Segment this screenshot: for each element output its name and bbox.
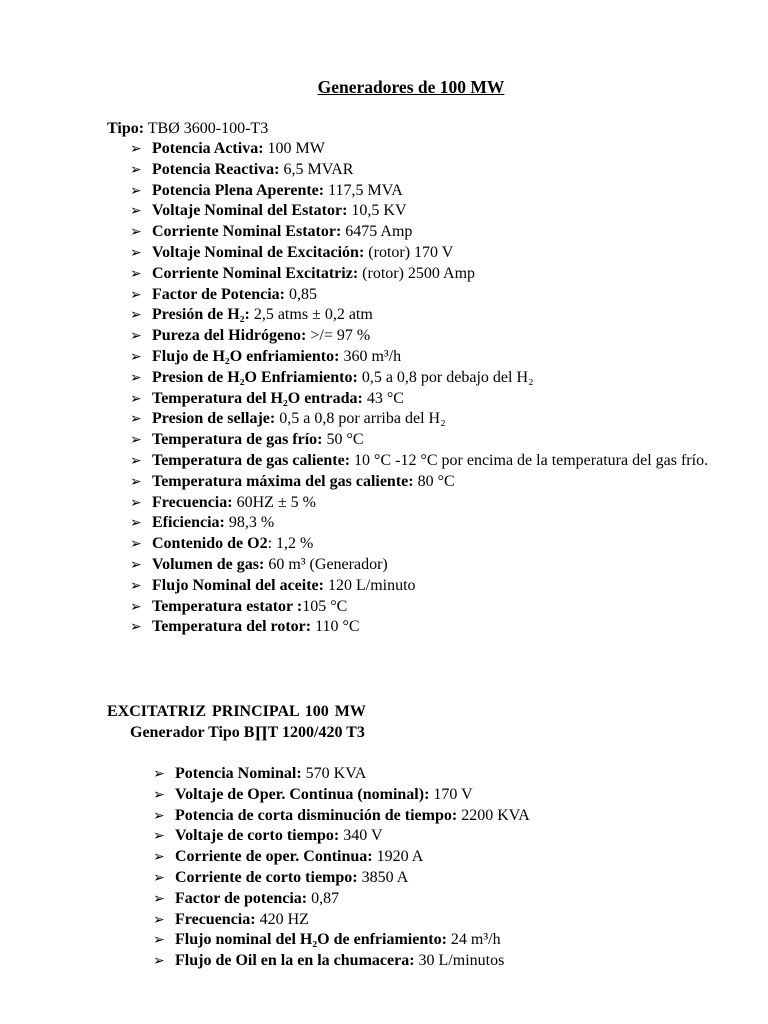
- arrow-bullet-icon: ➢: [153, 932, 165, 949]
- spec-label: Contenido de O2: [152, 535, 268, 553]
- arrow-bullet-icon: ➢: [153, 953, 165, 970]
- spec-item: [130, 243, 710, 264]
- spec-item: [130, 160, 710, 181]
- spec-item: [130, 451, 710, 472]
- spec-label: Corriente Nominal Excitatriz:: [152, 264, 359, 282]
- spec-value: 117,5 MVA: [324, 181, 403, 199]
- spec-label: Temperatura de gas caliente:: [152, 451, 351, 469]
- spec-label: Volumen de gas:: [152, 555, 265, 573]
- spec-label: Temperatura del rotor:: [152, 618, 312, 636]
- spec-label: Voltaje de corto tiempo:: [175, 827, 340, 845]
- spec-label: Pureza del Hidrógeno:: [152, 327, 307, 345]
- spec-value: : 1,2 %: [267, 535, 314, 553]
- arrow-bullet-icon: ➢: [130, 328, 142, 345]
- spec-value: 170 V: [429, 785, 473, 803]
- arrow-bullet-icon: ➢: [153, 786, 165, 803]
- spec-label: Temperatura del H₂O entrada:: [152, 389, 363, 407]
- spec-item: [130, 430, 710, 451]
- spec-item: [130, 493, 710, 514]
- spec-item: [130, 555, 710, 576]
- spec-item: [130, 201, 710, 222]
- spec-label: Frecuencia:: [175, 910, 256, 928]
- spec-label: Voltaje Nominal de Excitación:: [152, 243, 365, 261]
- arrow-bullet-icon: ➢: [153, 828, 165, 845]
- spec-label: Flujo nominal del H₂O de enfriamiento:: [175, 931, 447, 949]
- spec-label: Eficiencia:: [152, 514, 225, 532]
- arrow-bullet-icon: ➢: [153, 869, 165, 886]
- spec-item: [153, 868, 713, 889]
- spec-item: [130, 222, 710, 243]
- spec-label: Temperatura máxima del gas caliente:: [152, 472, 414, 490]
- spec-value: 50 °C: [322, 431, 364, 449]
- arrow-bullet-icon: ➢: [130, 307, 142, 324]
- spec-value: 3850 A: [357, 868, 409, 886]
- spec-item: [130, 347, 710, 368]
- spec-value: 420 HZ: [255, 910, 309, 928]
- exciter-subtitle: Generador Tipo B∏T 1200/420 T3: [130, 724, 365, 741]
- spec-item: [153, 930, 713, 951]
- spec-value: 570 KVA: [301, 765, 367, 782]
- arrow-bullet-icon: ➢: [153, 807, 165, 824]
- spec-value: 0,5 a 0,8 por arriba del H₂: [275, 410, 446, 428]
- spec-value: 360 m³/h: [339, 347, 402, 365]
- spec-item: [130, 305, 710, 326]
- spec-item: [130, 368, 710, 389]
- spec-item: [130, 617, 710, 638]
- spec-item: [130, 389, 710, 410]
- spec-label: Flujo de Oil en la en la chumacera:: [175, 952, 415, 970]
- spec-label: Potencia Reactiva:: [152, 160, 280, 178]
- spec-value: 340 V: [339, 827, 383, 845]
- spec-label: Corriente de corto tiempo:: [175, 868, 358, 886]
- arrow-bullet-icon: ➢: [130, 494, 142, 511]
- spec-item: [153, 764, 713, 785]
- spec-item: [130, 513, 710, 534]
- arrow-bullet-icon: ➢: [130, 244, 142, 261]
- spec-item: [130, 285, 710, 306]
- spec-value: 0,87: [307, 889, 340, 907]
- arrow-bullet-icon: ➢: [130, 182, 142, 199]
- spec-value: 6,5 MVAR: [279, 160, 354, 178]
- spec-item: [153, 785, 713, 806]
- arrow-bullet-icon: ➢: [130, 141, 142, 157]
- spec-value: 0,5 a 0,8 por debajo del H₂: [357, 368, 534, 386]
- spec-label: Corriente Nominal Estator:: [152, 223, 342, 241]
- arrow-bullet-icon: ➢: [130, 452, 142, 469]
- spec-item: [153, 951, 713, 972]
- spec-label: Factor de potencia:: [175, 889, 308, 907]
- spec-label: Flujo Nominal del aceite:: [152, 576, 324, 594]
- arrow-bullet-icon: ➢: [130, 536, 142, 553]
- arrow-bullet-icon: ➢: [153, 766, 165, 782]
- spec-item: [153, 847, 713, 868]
- spec-item: [130, 472, 710, 493]
- spec-label: Potencia de corta disminución de tiempo:: [175, 806, 458, 824]
- arrow-bullet-icon: ➢: [153, 911, 165, 928]
- arrow-bullet-icon: ➢: [130, 411, 142, 428]
- spec-label: Potencia Plena Aperente:: [152, 181, 325, 199]
- type-label: Tipo:: [107, 120, 145, 137]
- spec-item: [130, 326, 710, 347]
- spec-label: Temperatura estator :: [152, 597, 303, 615]
- spec-item: [130, 534, 710, 555]
- spec-value: 24 m³/h: [446, 931, 501, 949]
- spec-item: [130, 409, 710, 430]
- spec-item: [153, 826, 713, 847]
- spec-value: 105 °C: [302, 597, 348, 615]
- spec-value: (rotor) 2500 Amp: [358, 264, 476, 282]
- spec-value: 6475 Amp: [341, 223, 413, 241]
- arrow-bullet-icon: ➢: [153, 849, 165, 866]
- spec-item: [153, 910, 713, 931]
- arrow-bullet-icon: ➢: [130, 390, 142, 407]
- spec-value: 10,5 KV: [347, 202, 407, 220]
- arrow-bullet-icon: ➢: [130, 619, 142, 636]
- spec-value: 0,85: [285, 285, 317, 303]
- spec-value: >/= 97 %: [306, 327, 371, 345]
- arrow-bullet-icon: ➢: [130, 473, 142, 490]
- arrow-bullet-icon: ➢: [130, 577, 142, 594]
- generator-spec-list: [130, 139, 710, 638]
- arrow-bullet-icon: ➢: [130, 161, 142, 178]
- spec-value: 2200 KVA: [457, 806, 530, 824]
- generator-type-line: [107, 119, 268, 139]
- spec-item: [153, 806, 713, 827]
- arrow-bullet-icon: ➢: [130, 224, 142, 241]
- spec-value: 60 m³ (Generador): [264, 555, 388, 573]
- spec-value: 110 °C: [311, 618, 360, 636]
- spec-label: Factor de Potencia:: [152, 285, 285, 303]
- spec-value: 60HZ ± 5 %: [232, 493, 316, 511]
- arrow-bullet-icon: ➢: [130, 598, 142, 615]
- spec-value: 10 °C -12 °C por encima de la temperatura del gas frío.: [350, 451, 709, 469]
- spec-label: Voltaje de Oper. Continua (nominal):: [175, 785, 430, 803]
- spec-item: [130, 576, 710, 597]
- spec-item: [130, 181, 710, 202]
- arrow-bullet-icon: ➢: [130, 369, 142, 386]
- spec-label: Temperatura de gas frío:: [152, 431, 323, 449]
- arrow-bullet-icon: ➢: [130, 265, 142, 282]
- spec-value: 120 L/minuto: [323, 576, 416, 594]
- arrow-bullet-icon: ➢: [130, 203, 142, 220]
- spec-label: Presion de sellaje:: [152, 410, 276, 428]
- arrow-bullet-icon: ➢: [130, 515, 142, 532]
- type-value: TBØ 3600-100-T3: [144, 120, 269, 137]
- spec-item: [153, 889, 713, 910]
- exciter-title: EXCITATRIZ PRINCIPAL 100 MW: [107, 703, 366, 720]
- spec-label: Presion de H₂O Enfriamiento:: [152, 368, 358, 386]
- spec-label: Frecuencia:: [152, 493, 233, 511]
- spec-value: 43 °C: [362, 389, 404, 407]
- arrow-bullet-icon: ➢: [130, 556, 142, 573]
- spec-label: Presión de H₂:: [152, 306, 250, 324]
- exciter-spec-list: [153, 764, 713, 972]
- spec-value: 100 MW: [263, 140, 325, 157]
- spec-label: Flujo de H₂O enfriamiento:: [152, 347, 340, 365]
- spec-value: 80 °C: [413, 472, 455, 490]
- spec-item: [130, 264, 710, 285]
- arrow-bullet-icon: ➢: [153, 890, 165, 907]
- arrow-bullet-icon: ➢: [130, 286, 142, 303]
- spec-value: (rotor) 170 V: [364, 243, 454, 261]
- spec-item: [130, 139, 710, 160]
- spec-value: 98,3 %: [224, 514, 275, 532]
- spec-value: 30 L/minutos: [414, 952, 505, 970]
- arrow-bullet-icon: ➢: [130, 432, 142, 449]
- arrow-bullet-icon: ➢: [130, 348, 142, 365]
- spec-label: Potencia Activa:: [152, 140, 264, 157]
- spec-value: 1920 A: [372, 848, 424, 866]
- spec-label: Potencia Nominal:: [175, 765, 302, 782]
- page-title: Generadores de 100 MW: [317, 77, 505, 97]
- spec-item: [130, 597, 710, 618]
- spec-label: Corriente de oper. Continua:: [175, 848, 373, 866]
- spec-label: Voltaje Nominal del Estator:: [152, 202, 348, 220]
- spec-value: 2,5 atms ± 0,2 atm: [249, 306, 373, 324]
